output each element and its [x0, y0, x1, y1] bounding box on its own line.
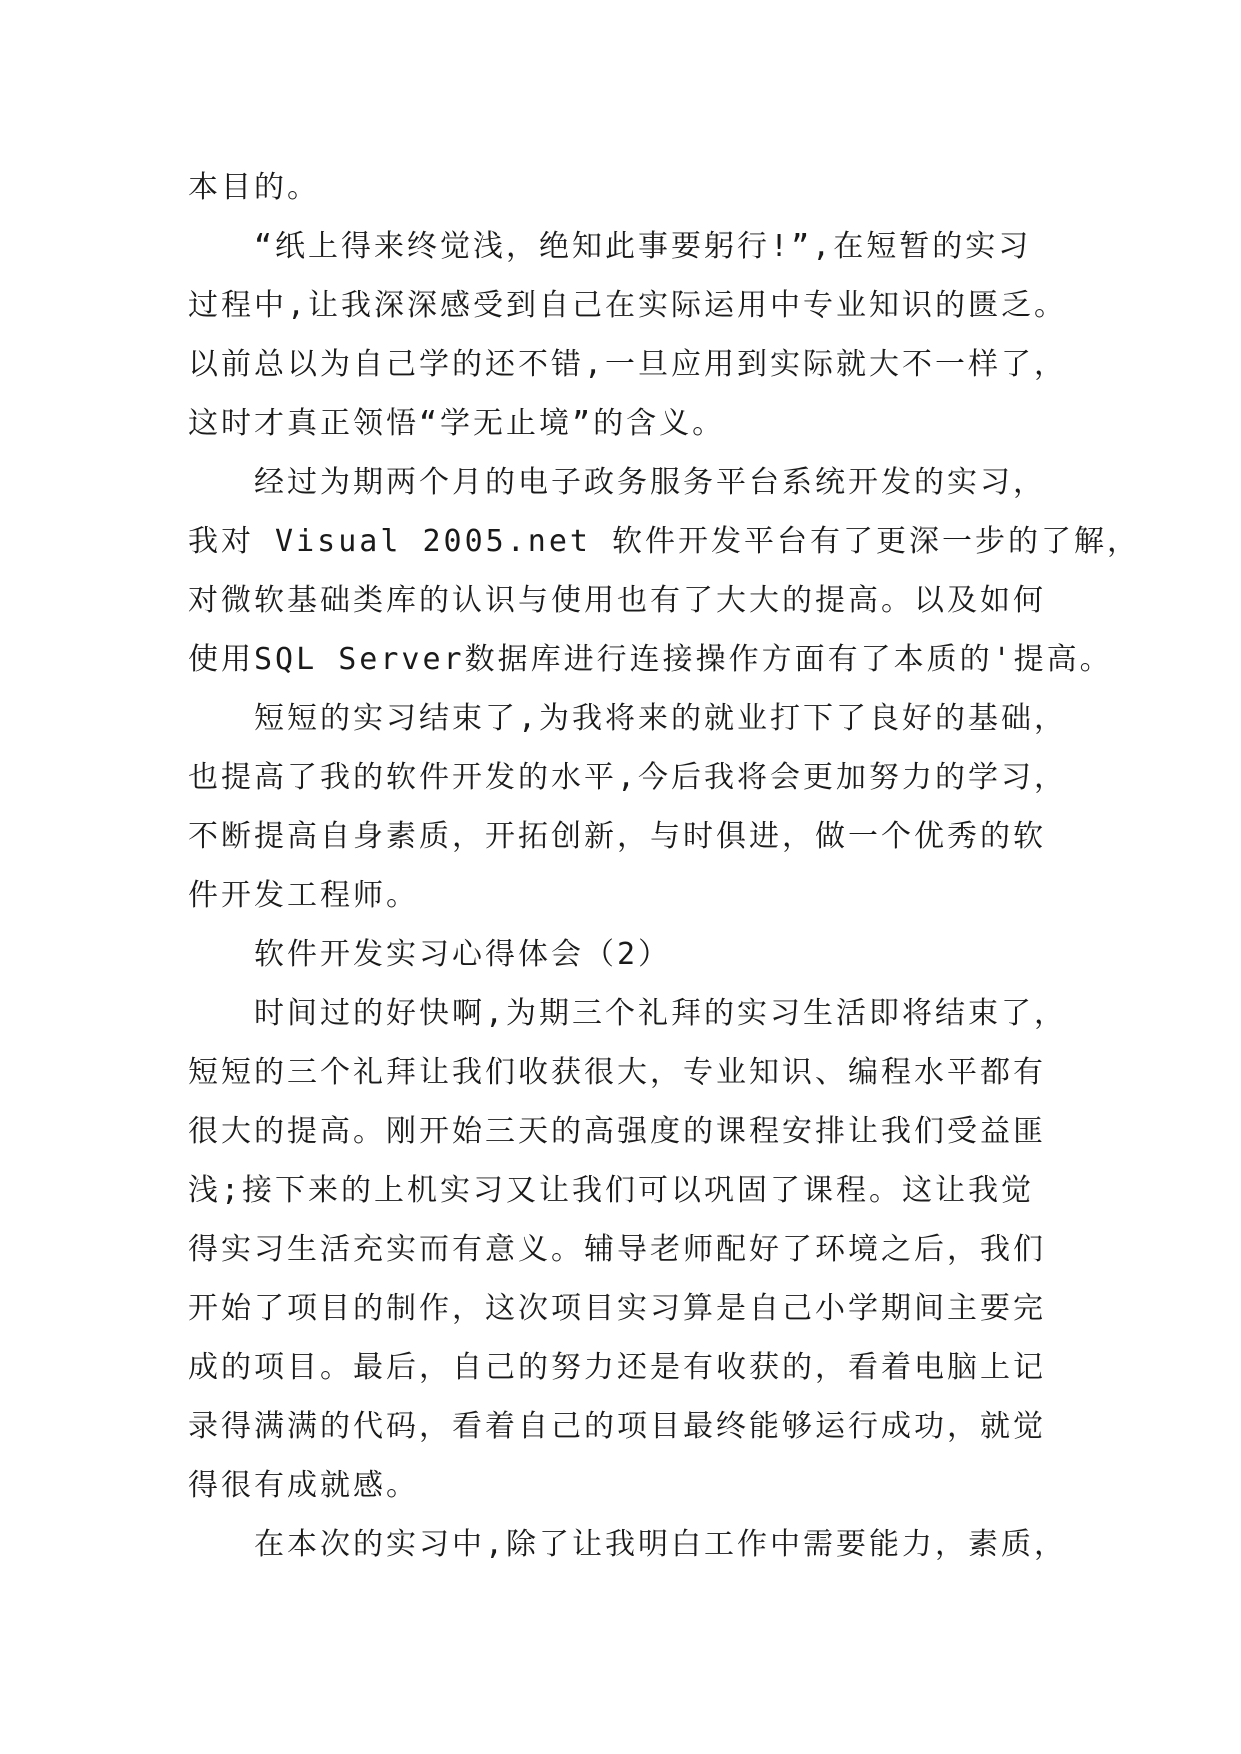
text-line: “纸上得来终觉浅，绝知此事要躬行!”,在短暂的实习 — [254, 229, 1032, 264]
text-line: 对微软基础类库的认识与使用也有了大大的提高。以及如何 — [188, 583, 1046, 618]
document-body — [188, 158, 1141, 1574]
text-line: 我对 Visual 2005.net 软件开发平台有了更深一步的了解， — [188, 524, 1141, 559]
text-line: 这时才真正领悟“学无止境”的含义。 — [188, 406, 726, 441]
text-line: 过程中,让我深深感受到自己在实际运用中专业知识的匮乏。 — [188, 288, 1068, 323]
text-line: 使用SQL Server数据库进行连接操作方面有了本质的'提高。 — [188, 642, 1113, 677]
text-line: 本目的。 — [188, 170, 320, 205]
text-line: 经过为期两个月的电子政务服务平台系统开发的实习， — [254, 465, 1046, 500]
text-line: 短短的实习结束了,为我将来的就业打下了良好的基础， — [254, 701, 1068, 736]
text-line: 短短的三个礼拜让我们收获很大，专业知识、编程水平都有 — [188, 1055, 1046, 1090]
text-line: 不断提高自身素质，开拓创新，与时俱进，做一个优秀的软 — [188, 819, 1046, 854]
text-line: 成的项目。最后，自己的努力还是有收获的，看着电脑上记 — [188, 1350, 1046, 1385]
text-line: 时间过的好快啊,为期三个礼拜的实习生活即将结束了， — [254, 996, 1068, 1031]
text-line: 以前总以为自己学的还不错,一旦应用到实际就大不一样了， — [188, 347, 1068, 382]
text-line: 也提高了我的软件开发的水平,今后我将会更加努力的学习， — [188, 760, 1068, 795]
text-line: 得很有成就感。 — [188, 1468, 419, 1503]
text-line: 开始了项目的制作，这次项目实习算是自己小学期间主要完 — [188, 1291, 1046, 1326]
text-line: 在本次的实习中,除了让我明白工作中需要能力，素质， — [254, 1527, 1068, 1562]
text-line: 很大的提高。刚开始三天的高强度的课程安排让我们受益匪 — [188, 1114, 1046, 1149]
text-line: 得实习生活充实而有意义。辅导老师配好了环境之后，我们 — [188, 1232, 1046, 1267]
text-line: 件开发工程师。 — [188, 878, 419, 913]
text-line: 软件开发实习心得体会（2） — [254, 937, 672, 972]
text-line: 录得满满的代码，看着自己的项目最终能够运行成功，就觉 — [188, 1409, 1046, 1444]
text-line: 浅;接下来的上机实习又让我们可以巩固了课程。这让我觉 — [188, 1173, 1035, 1208]
